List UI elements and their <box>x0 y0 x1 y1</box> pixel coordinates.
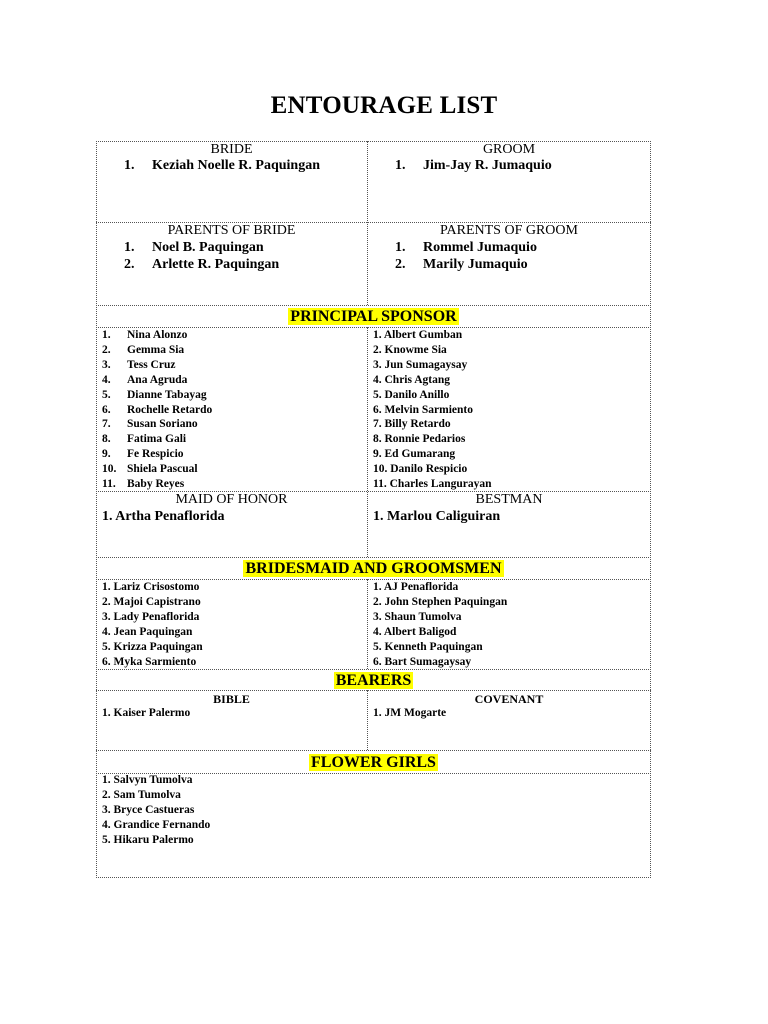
parents-of-bride-list <box>124 239 279 273</box>
list-item: 5. Danilo Anillo <box>373 388 450 401</box>
list-item: 9. Ed Gumarang <box>373 448 456 461</box>
list-item: 2. Majoi Capistrano <box>102 595 201 608</box>
list-item: 10. Danilo Respicio <box>373 463 468 476</box>
list-item: 7. Billy Retardo <box>373 418 451 431</box>
bride-list <box>124 157 320 174</box>
column-divider <box>367 327 368 557</box>
list-item: 6. Bart Sumagaysay <box>373 655 472 668</box>
bridesmaid-list <box>102 580 203 669</box>
list-item: 4. Grandice Fernando <box>102 818 211 831</box>
flower-girls-heading: FLOWER GIRLS <box>311 754 436 771</box>
list-item: 7. Susan Soriano <box>102 418 198 431</box>
list-item: 3. Lady Penaflorida <box>102 610 200 623</box>
list-item: 2. Marily Jumaquio <box>395 257 528 272</box>
principal-sponsor-left-list <box>102 328 212 492</box>
list-item: 6. Rochelle Retardo <box>102 403 213 416</box>
list-item: 9. Fe Respicio <box>102 448 184 461</box>
bridesmaid-groomsmen-heading: BRIDESMAID AND GROOMSMEN <box>245 560 502 577</box>
list-item: 8. Ronnie Pedarios <box>373 433 466 446</box>
list-item: 8. Fatima Gali <box>102 433 187 446</box>
list-item: 5. Hikaru Palermo <box>102 833 194 846</box>
principal-sponsor-heading: PRINCIPAL SPONSOR <box>290 308 457 325</box>
row-divider <box>96 750 651 751</box>
bestman-name: 1. Marlou Caliguiran <box>373 509 501 524</box>
covenant-bearer-name: 1. JM Mogarte <box>373 707 447 719</box>
list-item: 1. Rommel Jumaquio <box>395 240 537 255</box>
groomsmen-list <box>373 580 507 669</box>
list-item: 5. Kenneth Paquingan <box>373 640 483 653</box>
list-item: 2. Arlette R. Paquingan <box>124 257 280 272</box>
list-item: 4. Jean Paquingan <box>102 625 193 638</box>
list-item: 1. Jim-Jay R. Jumaquio <box>395 158 552 173</box>
list-item: 6. Melvin Sarmiento <box>373 403 473 416</box>
list-item: 4. Ana Agruda <box>102 373 188 386</box>
list-item: 3. Jun Sumagaysay <box>373 358 468 371</box>
list-item: 1. Keziah Noelle R. Paquingan <box>124 158 321 173</box>
list-item: 11. Baby Reyes <box>102 478 185 491</box>
bride-heading: BRIDE <box>210 142 253 157</box>
maid-of-honor-name: 1. Artha Penaflorida <box>102 509 225 524</box>
groom-heading: GROOM <box>482 142 536 157</box>
row-divider <box>96 557 651 558</box>
list-item: 1. Lariz Crisostomo <box>102 581 200 593</box>
list-item: 4. Albert Baligod <box>373 625 457 638</box>
list-item: 2. Sam Tumolva <box>102 788 181 801</box>
list-item: 1. AJ Penaflorida <box>373 581 459 593</box>
list-item: 2. Gemma Sia <box>102 343 185 356</box>
parents-of-groom-heading: PARENTS OF GROOM <box>440 223 578 238</box>
list-item: 3. Tess Cruz <box>102 358 176 371</box>
bestman-heading: BESTMAN <box>475 492 543 507</box>
list-item: 10. Shiela Pascual <box>102 463 198 476</box>
covenant-heading: COVENANT <box>474 692 544 706</box>
list-item: 5. Dianne Tabayag <box>102 388 207 401</box>
bible-heading: BIBLE <box>213 692 250 706</box>
list-item: 2. Knowme Sia <box>373 343 447 356</box>
parents-of-groom-list <box>395 239 537 273</box>
list-item: 4. Chris Agtang <box>373 373 450 386</box>
list-item: 2. John Stephen Paquingan <box>373 595 508 608</box>
list-item: 5. Krizza Paquingan <box>102 640 203 653</box>
list-item: 6. Myka Sarmiento <box>102 655 197 668</box>
parents-of-bride-heading: PARENTS OF BRIDE <box>167 223 296 238</box>
maid-of-honor-heading: MAID OF HONOR <box>175 492 288 507</box>
row-divider <box>96 690 651 691</box>
principal-sponsor-right-list <box>373 328 492 492</box>
row-divider <box>96 305 651 306</box>
list-item: 3. Bryce Castueras <box>102 803 195 816</box>
bible-bearer-name: 1. Kaiser Palermo <box>102 707 191 719</box>
groom-list <box>395 157 552 174</box>
column-divider <box>367 579 368 669</box>
bearers-heading: BEARERS <box>335 672 412 689</box>
list-item: 1. Nina Alonzo <box>102 329 188 341</box>
list-item: 1. Albert Gumban <box>373 329 463 341</box>
list-item: 11. Charles Langurayan <box>373 478 492 491</box>
page-title: ENTOURAGE LIST <box>270 92 498 119</box>
list-item: 1. Noel B. Paquingan <box>124 240 264 255</box>
list-item: 3. Shaun Tumolva <box>373 610 462 623</box>
list-item: 1. Salvyn Tumolva <box>102 774 193 786</box>
flower-girls-list <box>102 773 210 848</box>
